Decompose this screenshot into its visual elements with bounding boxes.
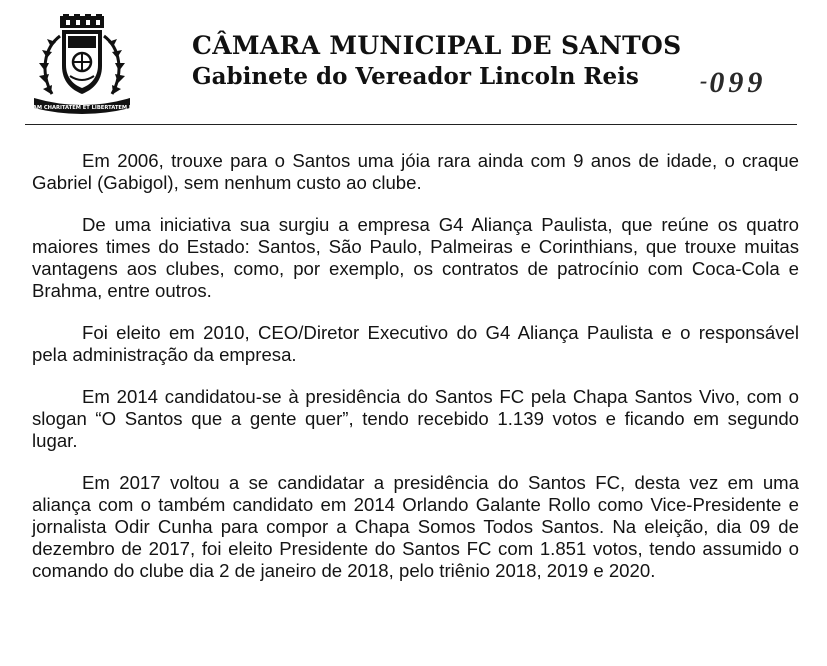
page-stamp-number: 099 bbox=[709, 66, 767, 99]
paragraph: Em 2014 candidatou-se à presidência do Santos FC pela Chapa Santos Vivo, com o slogan “O Santos que a gente quer”, tendo recebido 1.139 votos e ficando em segundo lugar. bbox=[32, 386, 799, 451]
paragraph: Foi eleito em 2010, CEO/Diretor Executivo do G4 Aliança Paulista e o responsável pela administração da empresa. bbox=[32, 322, 799, 365]
header-divider bbox=[25, 124, 797, 125]
letterhead bbox=[0, 0, 827, 130]
letterhead-titles bbox=[192, 30, 682, 92]
santos-coat-of-arms-icon bbox=[16, 14, 148, 118]
page-number-stamp bbox=[700, 66, 766, 100]
institution-title: CÂMARA MUNICIPAL DE SANTOS bbox=[192, 31, 682, 60]
paragraph: De uma iniciativa sua surgiu a empresa G4 Aliança Paulista, que reúne os quatro maiores times do Estado: Santos, São Paulo, Palmeiras e Corinthians, que trouxe muitas vantagens aos clubes, como, por exemplo, os contratos de patrocínio com Coca-Cola e Brahma, entre outros. bbox=[32, 214, 799, 301]
paragraph: Em 2017 voltou a se candidatar a presidência do Santos FC, desta vez em uma aliança com o também candidato em 2014 Orlando Galante Rollo como Vice-Presidente e jornalista Odir Cunha para compor a Chapa Somos Todos Santos. Na eleição, dia 09 de dezembro de 2017, foi eleito Presidente do Santos FC com 1.851 votos, tendo assumido o comando do clube dia 2 de janeiro de 2018, pelo triênio 2018, 2019 e 2020. bbox=[32, 472, 799, 581]
page-stamp-mark: - bbox=[700, 68, 708, 93]
office-title: Gabinete do Vereador Lincoln Reis bbox=[192, 63, 639, 90]
crest-motto: PATRIAM CHARITATEM ET LIBERTATEM DOCUI bbox=[16, 105, 148, 111]
paragraph: Em 2006, trouxe para o Santos uma jóia rara ainda com 9 anos de idade, o craque Gabriel (Gabigol), sem nenhum custo ao clube. bbox=[32, 150, 799, 193]
document-body bbox=[32, 150, 799, 602]
